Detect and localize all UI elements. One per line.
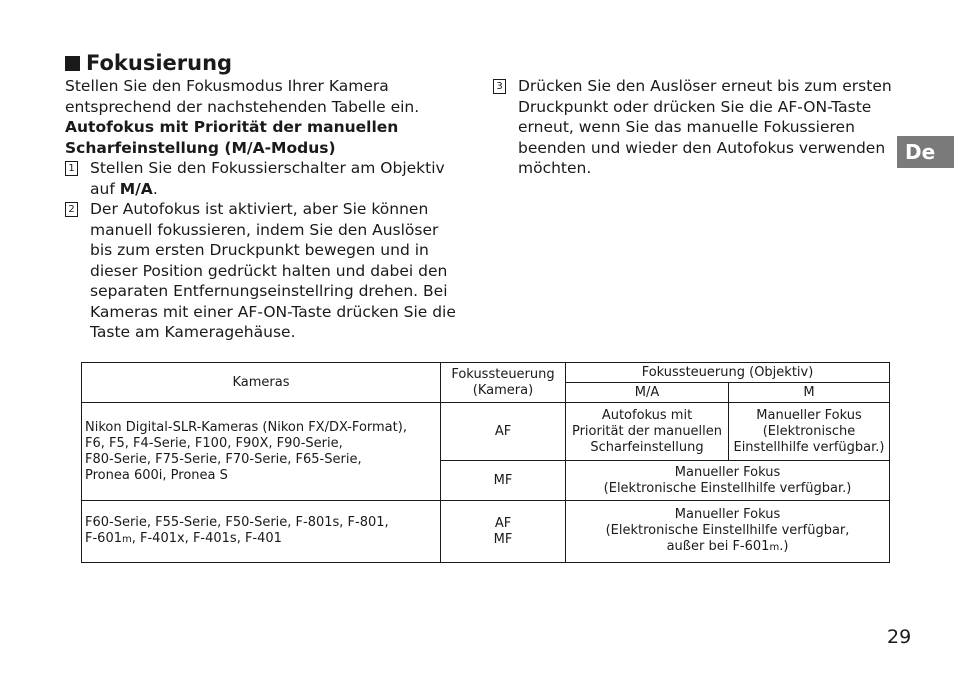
step-2 [65, 199, 465, 343]
step-number-2: 2 [65, 202, 78, 217]
section-title: Fokusierung [86, 51, 233, 75]
step-1-mode: M/A [119, 179, 153, 198]
step-1-text: Stellen Sie den Fokussierschalter am Objektiv auf [90, 159, 445, 198]
page-number: 29 [887, 626, 912, 648]
header-cameras: Kameras [82, 363, 441, 403]
step-number-3: 3 [493, 79, 506, 94]
header-ma: M/A [566, 383, 729, 403]
older-lens-cell: Manueller Fokus (Elektronische Einstellhilfe verfügbar, außer bei F-601m.) [566, 501, 890, 563]
intro-text: Stellen Sie den Fokusmodus Ihrer Kamera entsprechend der nachstehenden Tabelle ein. [65, 77, 420, 116]
step-number-1: 1 [65, 161, 78, 176]
step-2-text: Der Autofokus ist aktiviert, aber Sie können manuell fokussieren, indem Sie den Auslöser bis zum ersten Druckpunkt bewegen und in dieser Position gedrückt halten und dabei den separaten Entfernungseinstellring drehen. Bei Kameras mit einer AF-ON-Taste drücken Sie die Taste am Kameragehäuse. [90, 200, 456, 341]
header-lens-focus: Fokussteuerung (Objektiv) [566, 363, 890, 383]
mode-af-mf: AF MF [441, 501, 566, 563]
step-3-text: Drücken Sie den Auslöser erneut bis zum ersten Druckpunkt oder drücken Sie die AF-ON-Taste erneut, wenn Sie das manuelle Fokussieren beenden und wieder den Autofokus verwenden möchten. [518, 77, 892, 177]
step-3 [493, 76, 903, 179]
header-camera-focus: Fokussteuerung (Kamera) [441, 363, 566, 403]
camera-list-2: F60-Serie, F55-Serie, F50-Serie, F-801s, F-801, F-601m, F-401x, F-401s, F-401 [82, 501, 441, 563]
left-column [65, 76, 465, 343]
right-column [493, 76, 903, 179]
language-tab: De [897, 136, 954, 168]
header-m: M [729, 383, 890, 403]
mode-af: AF [441, 403, 566, 461]
mf-lens-cell: Manueller Fokus (Elektronische Einstellhilfe verfügbar.) [566, 461, 890, 501]
section-heading [65, 50, 232, 76]
m-af-cell: Manueller Fokus (Elektronische Einstellhilfe verfügbar.) [729, 403, 890, 461]
bullet-square-icon [65, 56, 80, 71]
step-1-end: . [152, 179, 158, 198]
mode-mf: MF [441, 461, 566, 501]
subheading: Autofokus mit Priorität der manuellen Scharfeinstellung (M/A-Modus) [65, 118, 399, 157]
focus-mode-table [81, 362, 890, 563]
step-1 [65, 158, 465, 199]
ma-af-cell: Autofokus mit Priorität der manuellen Scharfeinstellung [566, 403, 729, 461]
camera-list-1: Nikon Digital-SLR-Kameras (Nikon FX/DX-Format), F6, F5, F4-Serie, F100, F90X, F90-Serie, F80-Serie, F75-Serie, F70-Serie, F65-Serie, Pronea 600i, Pronea S [82, 403, 441, 501]
